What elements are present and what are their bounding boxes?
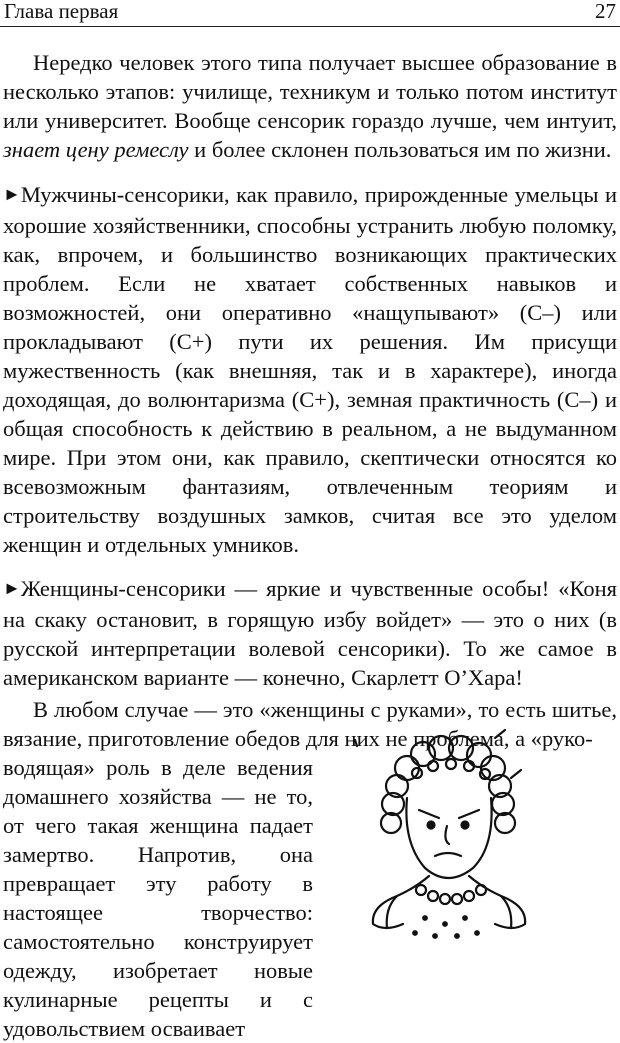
paragraph-men-sensors [3, 180, 617, 559]
triangle-bullet-icon: ► [3, 184, 21, 204]
page-number: 27 [595, 0, 616, 23]
paragraph-text: Женщины-сенсорики — яркие и чувственные особы! «Коня на скаку остановит, в горящую избу войдет» — это о них (в русской интерпретации волевой сенсорики). То же самое в американском варианте — конечно, Скарлетт О’Хара! [3, 576, 617, 690]
paragraph-women-sensors [3, 574, 617, 692]
paragraph-education [3, 48, 617, 164]
curly-haired-woman-illustration [345, 728, 545, 945]
chapter-title: Глава первая [4, 0, 119, 23]
paragraph-text: Нередко человек этого типа получает высшее образование в несколько этапов: училище, техникум и только потом институт или университет. Вообще сенсорик гораздо лучше, чем интуит, [3, 50, 617, 133]
paragraph-hands-women: В любом случае — это «женщины с руками», то есть шитье, вязание, приготовление обедов для них не проблема, а «руко- [3, 697, 617, 751]
paragraph-text: и более склонен пользоваться им по жизни. [188, 137, 612, 162]
paragraph-text: Мужчины-сенсорики, как правило, прирожденные умельцы и хорошие хозяйственники, способны устранить любую поломку, как, впрочем, и большинство возникающих практических проблем. Если не хватает собственных навыков и возможностей, они оперативно «нащупывают» (С–) или прокладывают (С+) пути их решения. Им присущи мужественность (как внешняя, так и в характере), иногда доходящая, до волюнтаризма (С+), земная практичность (С–) и общая способность к действию в реальном, а не выдуманном мире. При этом они, как правило, скептически относятся ко всевозможным фантазиям, отвлеченным теориям и строительству воздушных замков, считая все это уделом женщин и отдельных умников. [3, 182, 617, 557]
triangle-bullet-icon: ► [3, 578, 21, 598]
running-header [0, 0, 620, 27]
paragraph-hands-women-wrapped: водящая» роль в деле ведения домашнего хозяйства — не то, от чего такая женщина падает замертво. Напротив, она превращает эту работу в настоящее творчество: самостоятельно конструирует одежду, изобретает новые кулинарные рецепты и с удовольствием осваивает [3, 755, 313, 1041]
italic-phrase: знает цену ремеслу [3, 137, 189, 162]
woman-cartoon-icon [345, 728, 545, 945]
